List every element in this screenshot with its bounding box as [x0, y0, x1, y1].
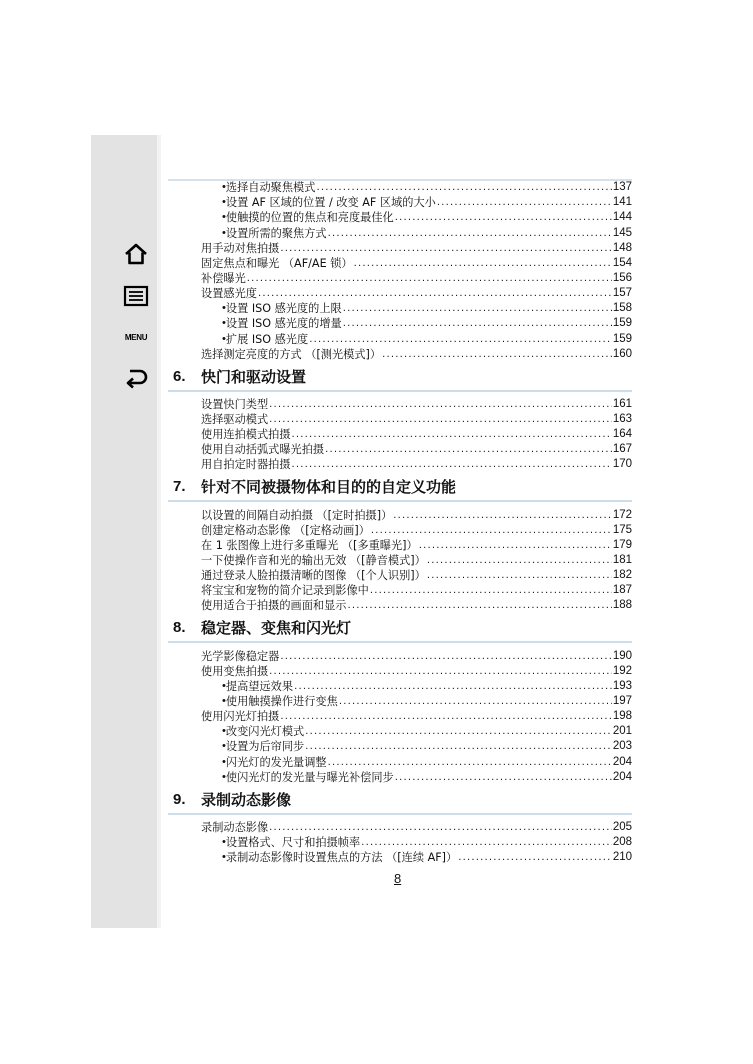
toc-subentry[interactable]: [168, 679, 632, 694]
dot-leader: [354, 256, 612, 271]
bullet-icon: •: [222, 226, 226, 239]
toc-entry-title: 用自拍定时器拍摄: [201, 458, 291, 472]
toc-entry-title: 选择测定亮度的方式 （[测光模式]）: [201, 347, 382, 361]
dot-leader: [280, 709, 611, 724]
dot-leader: [269, 412, 612, 427]
toc-entry-title: 使用触摸操作进行变焦: [225, 694, 338, 708]
menu-button[interactable]: [116, 320, 156, 354]
toc-entry[interactable]: [168, 709, 632, 724]
section-rule: [168, 500, 632, 502]
dot-leader: [316, 180, 611, 195]
table-of-contents: [168, 180, 632, 865]
bullet-icon: •: [222, 332, 226, 345]
dot-leader: [427, 568, 612, 583]
bullet-icon: •: [222, 851, 226, 864]
dot-leader: [269, 820, 612, 835]
toc-entry[interactable]: [168, 598, 632, 613]
toc-entry[interactable]: [168, 427, 632, 442]
toc-page-number[interactable]: 181: [612, 553, 632, 566]
bullet-icon: •: [222, 694, 226, 707]
home-icon: [123, 242, 149, 266]
toc-subentry[interactable]: [168, 754, 632, 769]
toc-entry-title: 设置 AF 区域的位置 / 改变 AF 区域的大小: [225, 196, 436, 210]
toc-entry[interactable]: [168, 583, 632, 598]
toc-page-number[interactable]: 192: [612, 664, 632, 677]
bullet-icon: •: [222, 725, 226, 738]
toc-entry-title: 使用闪光灯拍摄: [201, 710, 280, 724]
toc-entry-title: 以设置的间隔自动拍摄 （[定时拍摄]）: [201, 508, 393, 522]
dot-leader: [370, 583, 612, 598]
toc-entry[interactable]: [168, 523, 632, 538]
section-heading[interactable]: [168, 789, 632, 814]
toc-entry[interactable]: [168, 664, 632, 679]
toc-subentry[interactable]: [168, 301, 632, 316]
section-number: 7.: [173, 478, 186, 496]
dot-leader: [305, 724, 612, 739]
section-title: 快门和驱动设置: [201, 367, 307, 386]
toc-subentry[interactable]: [168, 195, 632, 210]
toc-page-number[interactable]: 154: [612, 256, 632, 269]
toc-page-number[interactable]: 188: [612, 599, 632, 612]
toc-page-number[interactable]: 197: [612, 694, 632, 707]
toc-page-number[interactable]: 175: [612, 523, 632, 536]
menu-icon: MENU: [124, 332, 148, 342]
toc-page-number[interactable]: 163: [612, 412, 632, 425]
toc-entry[interactable]: [168, 648, 632, 663]
toc-subentry[interactable]: [168, 225, 632, 240]
toc-subentry[interactable]: [168, 739, 632, 754]
dot-leader: [419, 538, 612, 553]
back-icon: [123, 366, 149, 390]
toc-entry-title: 选择驱动模式: [201, 412, 269, 426]
bullet-icon: •: [222, 770, 226, 783]
toc-entry[interactable]: [168, 820, 632, 835]
section-heading[interactable]: [168, 617, 632, 642]
contents-button[interactable]: [116, 279, 156, 313]
toc-entry[interactable]: [168, 507, 632, 522]
toc-page-number[interactable]: 167: [612, 443, 632, 456]
toc-entry-title: 将宝宝和宠物的简介记录到影像中: [201, 584, 369, 598]
dot-leader: [458, 850, 612, 865]
toc-page-number[interactable]: 201: [612, 725, 632, 738]
toc-page-number[interactable]: 193: [612, 679, 632, 692]
toc-entry-title: 使触摸的位置的焦点和亮度最佳化: [225, 211, 394, 225]
dot-leader: [393, 508, 612, 523]
toc-entry-title: 录制动态影像时设置焦点的方法 （[连续 AF]）: [225, 851, 458, 865]
section-rule: [168, 641, 632, 643]
bullet-icon: •: [222, 740, 226, 753]
toc-subentry[interactable]: [168, 694, 632, 709]
dot-leader: [305, 739, 612, 754]
toc-page-number[interactable]: 203: [612, 740, 632, 753]
toc-entry[interactable]: [168, 347, 632, 362]
toc-entry[interactable]: [168, 412, 632, 427]
toc-entry-title: 使用自动括弧式曝光拍摄: [201, 443, 325, 457]
bullet-icon: •: [222, 196, 226, 209]
toc-entry-title: 使闪光灯的发光量与曝光补偿同步: [225, 770, 394, 784]
toc-entry-title: 用手动对焦拍摄: [201, 241, 280, 255]
toc-entry[interactable]: [168, 286, 632, 301]
toc-page-number[interactable]: 159: [612, 317, 632, 330]
toc-page-number[interactable]: 145: [612, 226, 632, 239]
toc-entry-title: 补偿曝光: [201, 271, 246, 285]
toc-page-number[interactable]: 159: [612, 332, 632, 345]
section-title: 录制动态影像: [201, 790, 292, 809]
dot-leader: [292, 427, 612, 442]
toc-entry-title: 设置快门类型: [201, 397, 269, 411]
toc-subentry[interactable]: [168, 835, 632, 850]
toc-page-number[interactable]: 187: [612, 584, 632, 597]
dot-leader: [328, 226, 612, 241]
section-number: 9.: [173, 790, 186, 808]
toc-subentry[interactable]: [168, 770, 632, 785]
dot-leader: [395, 770, 612, 785]
toc-entry[interactable]: [168, 256, 632, 271]
dot-leader: [361, 835, 612, 850]
toc-entry[interactable]: [168, 457, 632, 472]
toc-entry[interactable]: [168, 442, 632, 457]
dot-leader: [247, 271, 612, 286]
back-button[interactable]: [116, 361, 156, 395]
toc-page-number[interactable]: 179: [612, 538, 632, 551]
toc-entry[interactable]: [168, 553, 632, 568]
page-number[interactable]: 8: [394, 871, 402, 886]
toc-subentry[interactable]: [168, 316, 632, 331]
toc-entry-title: 扩展 ISO 感光度: [225, 332, 309, 346]
toc-page-number[interactable]: 160: [612, 347, 632, 360]
toc-entry-title: 设置 ISO 感光度的增量: [225, 317, 342, 331]
dot-leader: [427, 553, 612, 568]
bullet-icon: •: [222, 679, 226, 692]
dot-leader: [280, 649, 611, 664]
toc-entry[interactable]: [168, 568, 632, 583]
toc-entry-title: 录制动态影像: [201, 820, 269, 834]
toc-subentry[interactable]: [168, 210, 632, 225]
dot-leader: [325, 442, 612, 457]
dot-leader: [294, 679, 612, 694]
dot-leader: [269, 397, 612, 412]
bullet-icon: •: [222, 317, 226, 330]
toc-page-number[interactable]: 158: [612, 302, 632, 315]
toc-page-number[interactable]: 210: [612, 851, 632, 864]
toc-page-number[interactable]: 157: [612, 287, 632, 300]
dot-leader: [437, 195, 612, 210]
toc-page-number[interactable]: 161: [612, 397, 632, 410]
side-panel-edge: [157, 135, 161, 928]
toc-entry-title: 设置为后帘同步: [225, 740, 305, 754]
toc-page-number[interactable]: 204: [612, 755, 632, 768]
section-heading[interactable]: [168, 476, 632, 501]
toc-page-number[interactable]: 208: [612, 835, 632, 848]
toc-entry-title: 光学影像稳定器: [201, 649, 280, 663]
toc-entry-title: 闪光灯的发光量调整: [225, 755, 327, 769]
toc-page-number[interactable]: 164: [612, 428, 632, 441]
bullet-icon: •: [222, 835, 226, 848]
toc-entry-title: 设置所需的聚焦方式: [225, 226, 327, 240]
dot-leader: [269, 664, 612, 679]
bullet-icon: •: [222, 302, 226, 315]
toc-page-number[interactable]: 172: [612, 508, 632, 521]
dot-leader: [343, 316, 612, 331]
toc-entry[interactable]: [168, 271, 632, 286]
section-rule: [168, 390, 632, 392]
dot-leader: [395, 210, 612, 225]
toc-entry-title: 提高望远效果: [225, 679, 294, 693]
bullet-icon: •: [222, 181, 226, 194]
dot-leader: [280, 241, 611, 256]
section-rule: [168, 813, 632, 815]
toc-page-number[interactable]: 137: [612, 181, 632, 194]
toc-entry-title: 选择自动聚焦模式: [225, 181, 316, 195]
toc-page-number[interactable]: 148: [612, 241, 632, 254]
toc-entry-title: 一下使操作音和光的输出无效 （[静音模式]）: [201, 553, 426, 567]
dot-leader: [258, 286, 612, 301]
toc-subentry[interactable]: [168, 180, 632, 195]
dot-leader: [343, 301, 612, 316]
toc-subentry[interactable]: [168, 850, 632, 865]
dot-leader: [292, 457, 612, 472]
dot-leader: [328, 755, 612, 770]
toc-entry-title: 使用变焦拍摄: [201, 664, 269, 678]
home-button[interactable]: [116, 237, 156, 271]
dot-leader: [309, 332, 612, 347]
toc-entry-title: 使用适合于拍摄的画面和显示: [201, 599, 347, 613]
toc-entry-title: 设置格式、尺寸和拍摄帧率: [225, 835, 361, 849]
toc-entry-title: 改变闪光灯模式: [225, 725, 305, 739]
toc-entry[interactable]: [168, 538, 632, 553]
toc-page-number[interactable]: 198: [612, 710, 632, 723]
toc-entry[interactable]: [168, 397, 632, 412]
toc-entry-title: 在 1 张图像上进行多重曝光 （[多重曝光]）: [201, 538, 418, 552]
toc-page-number[interactable]: 170: [612, 458, 632, 471]
toc-entry-title: 固定焦点和曝光 （AF/AE 锁）: [201, 256, 353, 270]
toc-entry-title: 通过登录人脸拍摄清晰的图像 （[个人识别]）: [201, 569, 426, 583]
toc-page-number[interactable]: 204: [612, 770, 632, 783]
bullet-icon: •: [222, 211, 226, 224]
toc-page-number[interactable]: 141: [612, 196, 632, 209]
dot-leader: [371, 523, 612, 538]
toc-page-number[interactable]: 144: [612, 211, 632, 224]
contents-list-icon: [123, 285, 149, 307]
toc-subentry[interactable]: [168, 724, 632, 739]
section-heading[interactable]: [168, 366, 632, 391]
section-number: 8.: [173, 619, 186, 637]
toc-entry-title: 设置 ISO 感光度的上限: [225, 302, 342, 316]
toc-page-number[interactable]: 156: [612, 271, 632, 284]
toc-entry-title: 设置感光度: [201, 287, 257, 301]
toc-page-number[interactable]: 182: [612, 569, 632, 582]
toc-page-number[interactable]: 205: [612, 820, 632, 833]
toc-entry[interactable]: [168, 241, 632, 256]
toc-subentry[interactable]: [168, 331, 632, 346]
dot-leader: [382, 347, 612, 362]
toc-page-number[interactable]: 190: [612, 649, 632, 662]
dot-leader: [339, 694, 612, 709]
bullet-icon: •: [222, 755, 226, 768]
section-title: 稳定器、变焦和闪光灯: [201, 619, 352, 638]
toc-entry-title: 创建定格动态影像 （[定格动画]）: [201, 523, 370, 537]
dot-leader: [347, 598, 611, 613]
section-title: 针对不同被摄物体和目的的自定义功能: [201, 478, 457, 497]
section-number: 6.: [173, 367, 186, 385]
toc-entry-title: 使用连拍模式拍摄: [201, 428, 291, 442]
